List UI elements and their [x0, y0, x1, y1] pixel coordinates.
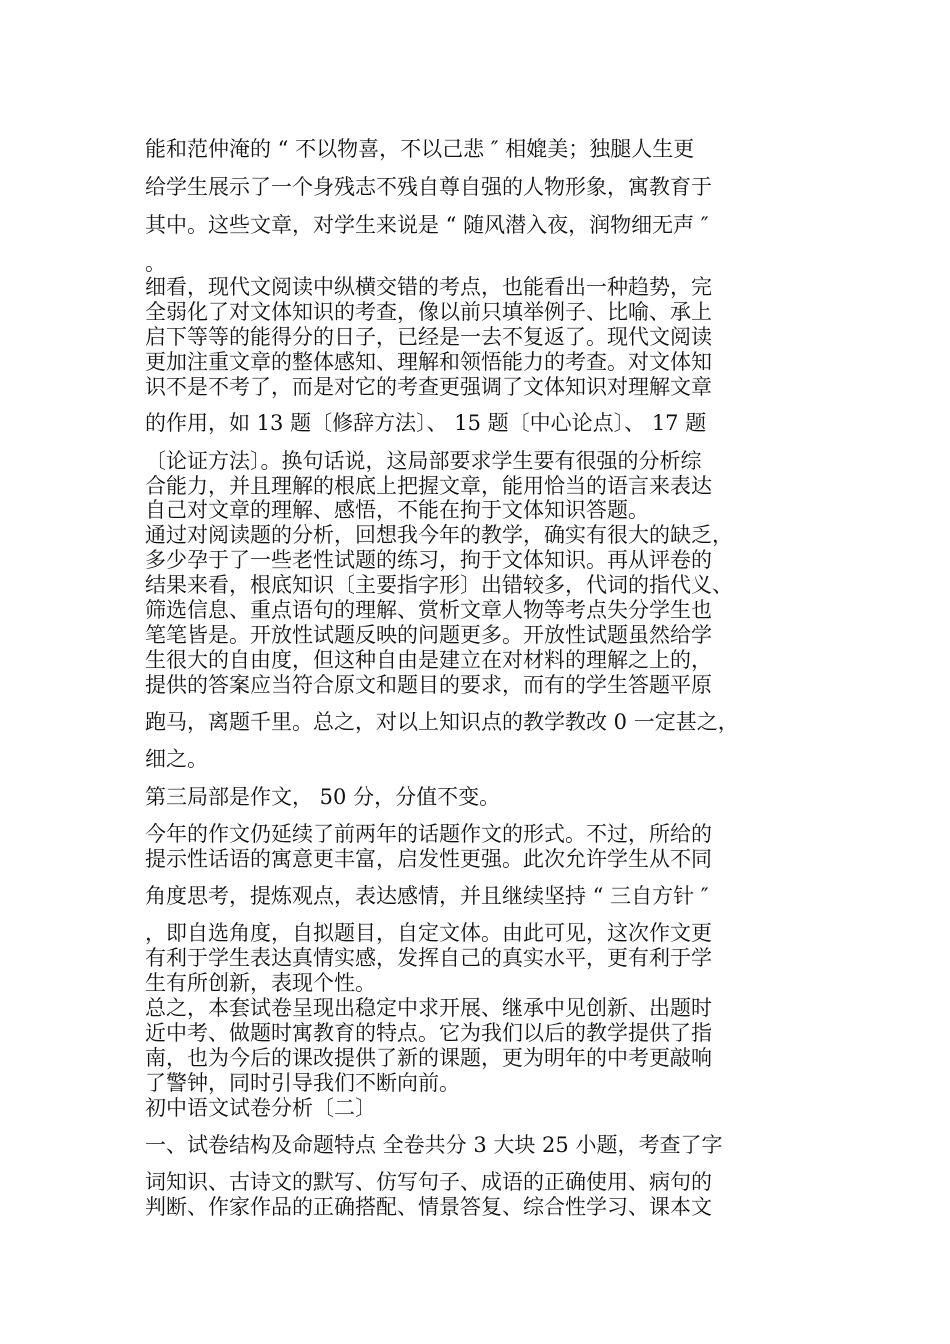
text-line: 全弱化了对文体知识的考查，像以前只填举例子、比喻、承上: [145, 300, 712, 324]
text-line: 的作用，如 13 题〔修辞方法〕、 15 题〔中心论点〕、 17 题: [145, 411, 707, 435]
text-line: 自己对文章的理解、感悟，不能在拘于文体知识答题。: [145, 498, 649, 522]
text-line: 启下等等的能得分的日子，已经是一去不复返了。现代文阅读: [145, 325, 712, 349]
text-line: 更加注重文章的整体感知、理解和领悟能力的考查。对文体知: [145, 350, 712, 374]
text-line: 通过对阅读题的分析，回想我今年的教学，确实有很大的缺乏，: [145, 523, 733, 547]
text-line: 总之，本套试卷呈现出稳定中求开展、继承中见创新、出题时: [145, 996, 712, 1020]
text-line: 近中考、做题时寓教育的特点。它为我们以后的教学提供了指: [145, 1021, 712, 1045]
text-line: 笔笔皆是。开放性试题反映的问题更多。开放性试题虽然给学: [145, 623, 712, 647]
text-line: 能和范仲淹的 “ 不以物喜，不以己悲 ″ 相媲美；独腿人生更: [145, 137, 695, 161]
text-line: ，即自选角度，自拟题目，自定文体。由此可见，这次作文更: [145, 921, 712, 945]
text-line: 识不是不考了，而是对它的考查更强调了文体知识对理解文章: [145, 375, 712, 399]
text-line: 跑马，离题千里。总之，对以上知识点的教学教改 0 一定甚之，: [145, 710, 739, 734]
text-line: 细之。: [145, 747, 208, 771]
section-heading: 初中语文试卷分析〔二〕: [145, 1096, 376, 1120]
text-line: 角度思考，提炼观点，表达感情，并且继续坚持 “ 三自方针 ″: [145, 884, 709, 908]
text-line: 合能力，并且理解的根底上把握文章，能用恰当的语言来表达: [145, 474, 712, 498]
text-line: 生有所创新，表现个性。: [145, 971, 376, 995]
text-line: 其中。这些文章，对学生来说是 “ 随风潜入夜，润物细无声 ″: [145, 213, 709, 237]
text-line: 生很大的自由度，但这种自由是建立在对材料的理解之上的，: [145, 648, 712, 672]
text-line: 。: [145, 251, 166, 275]
text-line: 提供的答案应当符合原文和题目的要求，而有的学生答题平原: [145, 673, 712, 697]
text-line: 细看，现代文阅读中纵横交错的考点，也能看出一种趋势，完: [145, 275, 712, 299]
text-line: 〔论证方法〕。换句话说，这局部要求学生要有很强的分析综: [145, 449, 702, 473]
text-line: 今年的作文仍延续了前两年的话题作文的形式。不过，所给的: [145, 822, 712, 846]
text-line: 判断、作家作品的正确搭配、情景答复、综合性学习、课本文: [145, 1195, 712, 1219]
text-line: 南，也为今后的课改提供了新的课题，更为明年的中考更敲响: [145, 1046, 712, 1070]
text-line: 有利于学生表达真情实感，发挥自己的真实水平，更有利于学: [145, 946, 712, 970]
text-line: 多少孕于了一些老性试题的练习，拘于文体知识。再从评卷的: [145, 548, 712, 572]
text-line: 提示性话语的寓意更丰富，启发性更强。此次允许学生从不同: [145, 847, 712, 871]
text-line: 了警钟，同时引导我们不断向前。: [145, 1071, 460, 1095]
text-line: 结果来看，根底知识〔主要指字形〕出错较多，代词的指代义、: [145, 573, 733, 597]
text-line: 一、试卷结构及命题特点 全卷共分 3 大块 25 小题，考查了字: [145, 1133, 723, 1157]
text-line: 第三局部是作文， 50 分，分值不变。: [145, 785, 501, 809]
text-line: 筛选信息、重点语句的理解、赏析文章人物等考点失分学生也: [145, 598, 712, 622]
text-line: 给学生展示了一个身残志不残自尊自强的人物形象，寓教育于: [145, 175, 712, 199]
text-line: 词知识、古诗文的默写、仿写句子、成语的正确使用、病句的: [145, 1170, 712, 1194]
